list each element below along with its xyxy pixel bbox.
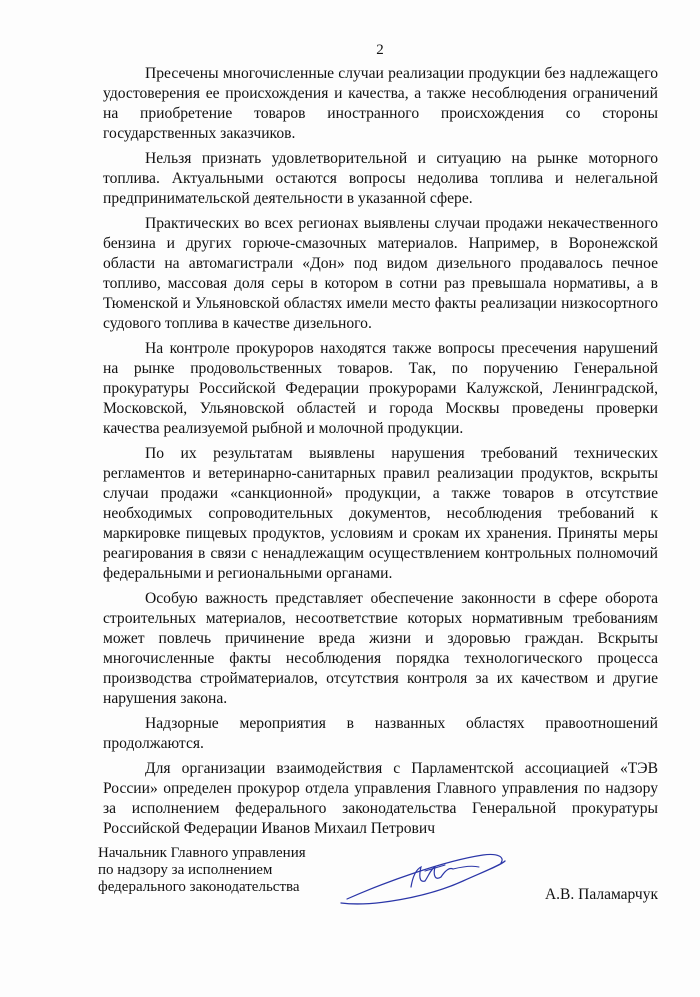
paragraph: Пресечены многочисленные случаи реализации продукции без надлежащего удостоверения ее происхождения и качества, а также несоблюдения ограничений на приобретение товаров иностранного происхождения со стороны государственных заказчиков. [103, 65, 658, 142]
paragraph: Практических во всех регионах выявлены случаи продажи некачественного бензина и других горюче-смазочных материалов. Например, в Воронежской области на автомагистрали «Дон» под видом дизельного продавалось печное топливо, массовая доля серы в котором в сотни раз превышала нормативы, а в Тюменской и Ульяновской областях имели место факты реализации низкосортного судового топлива в качестве дизельного. [103, 215, 658, 332]
signatory-position-line: Начальник Главного управления [98, 845, 306, 861]
paragraph: Надзорные мероприятия в названных областях правоотношений продолжаются. [103, 715, 658, 752]
page-number: 2 [376, 42, 384, 58]
signatory-position-line: федерального законодательства [98, 879, 300, 895]
paragraph: По их результатам выявлены нарушения требований технических регламентов и ветеринарно-санитарных правил реализации продуктов, вскрыты случаи продажи «санкционной» продукции, а также товаров в отсутствие необходимых сопроводительных документов, несоблюдения требований к маркировке пищевых продуктов, условиям и срокам их хранения. Приняты меры реагирования в связи с ненадлежащим осуществлением контрольных полномочий федеральными и региональными органами. [103, 445, 658, 582]
paragraph: На контроле прокуроров находятся также вопросы пресечения нарушений на рынке продовольственных товаров. Так, по поручению Генеральной прокуратуры Российской Федерации прокурорами Калужской, Ленинградской, Московской, Ульяновской областей и города Москвы проведены проверки качества реализуемой рыбной и молочной продукции. [103, 340, 658, 437]
signatory-position [98, 845, 358, 896]
handwritten-signature [333, 845, 513, 915]
paragraph: Особую важность представляет обеспечение законности в сфере оборота строительных материалов, несоответствие которых нормативным требованиям может повлечь причинение вреда жизни и здоровью граждан. Вскрыты многочисленные факты несоблюдения порядка технологического процесса производства стройматериалов, отсутствия контроля за их качеством и другие нарушения закона. [103, 590, 658, 707]
signature-block [98, 845, 658, 925]
signatory-name: А.В. Паламарчук [544, 886, 658, 903]
signatory-position-line: по надзору за исполнением [98, 862, 273, 878]
document-body [103, 64, 658, 844]
paragraph: Для организации взаимодействия с Парламентской ассоциацией «ТЭВ России» определен прокурор отдела управления Главного управления по надзору за исполнением федерального законодательства Генеральной прокуратуры Российской Федерации Иванов Михаил Петрович [103, 760, 658, 837]
paragraph: Нельзя признать удовлетворительной и ситуацию на рынке моторного топлива. Актуальными остаются вопросы недолива топлива и нелегальной предпринимательской деятельности в указанной сфере. [103, 150, 658, 207]
